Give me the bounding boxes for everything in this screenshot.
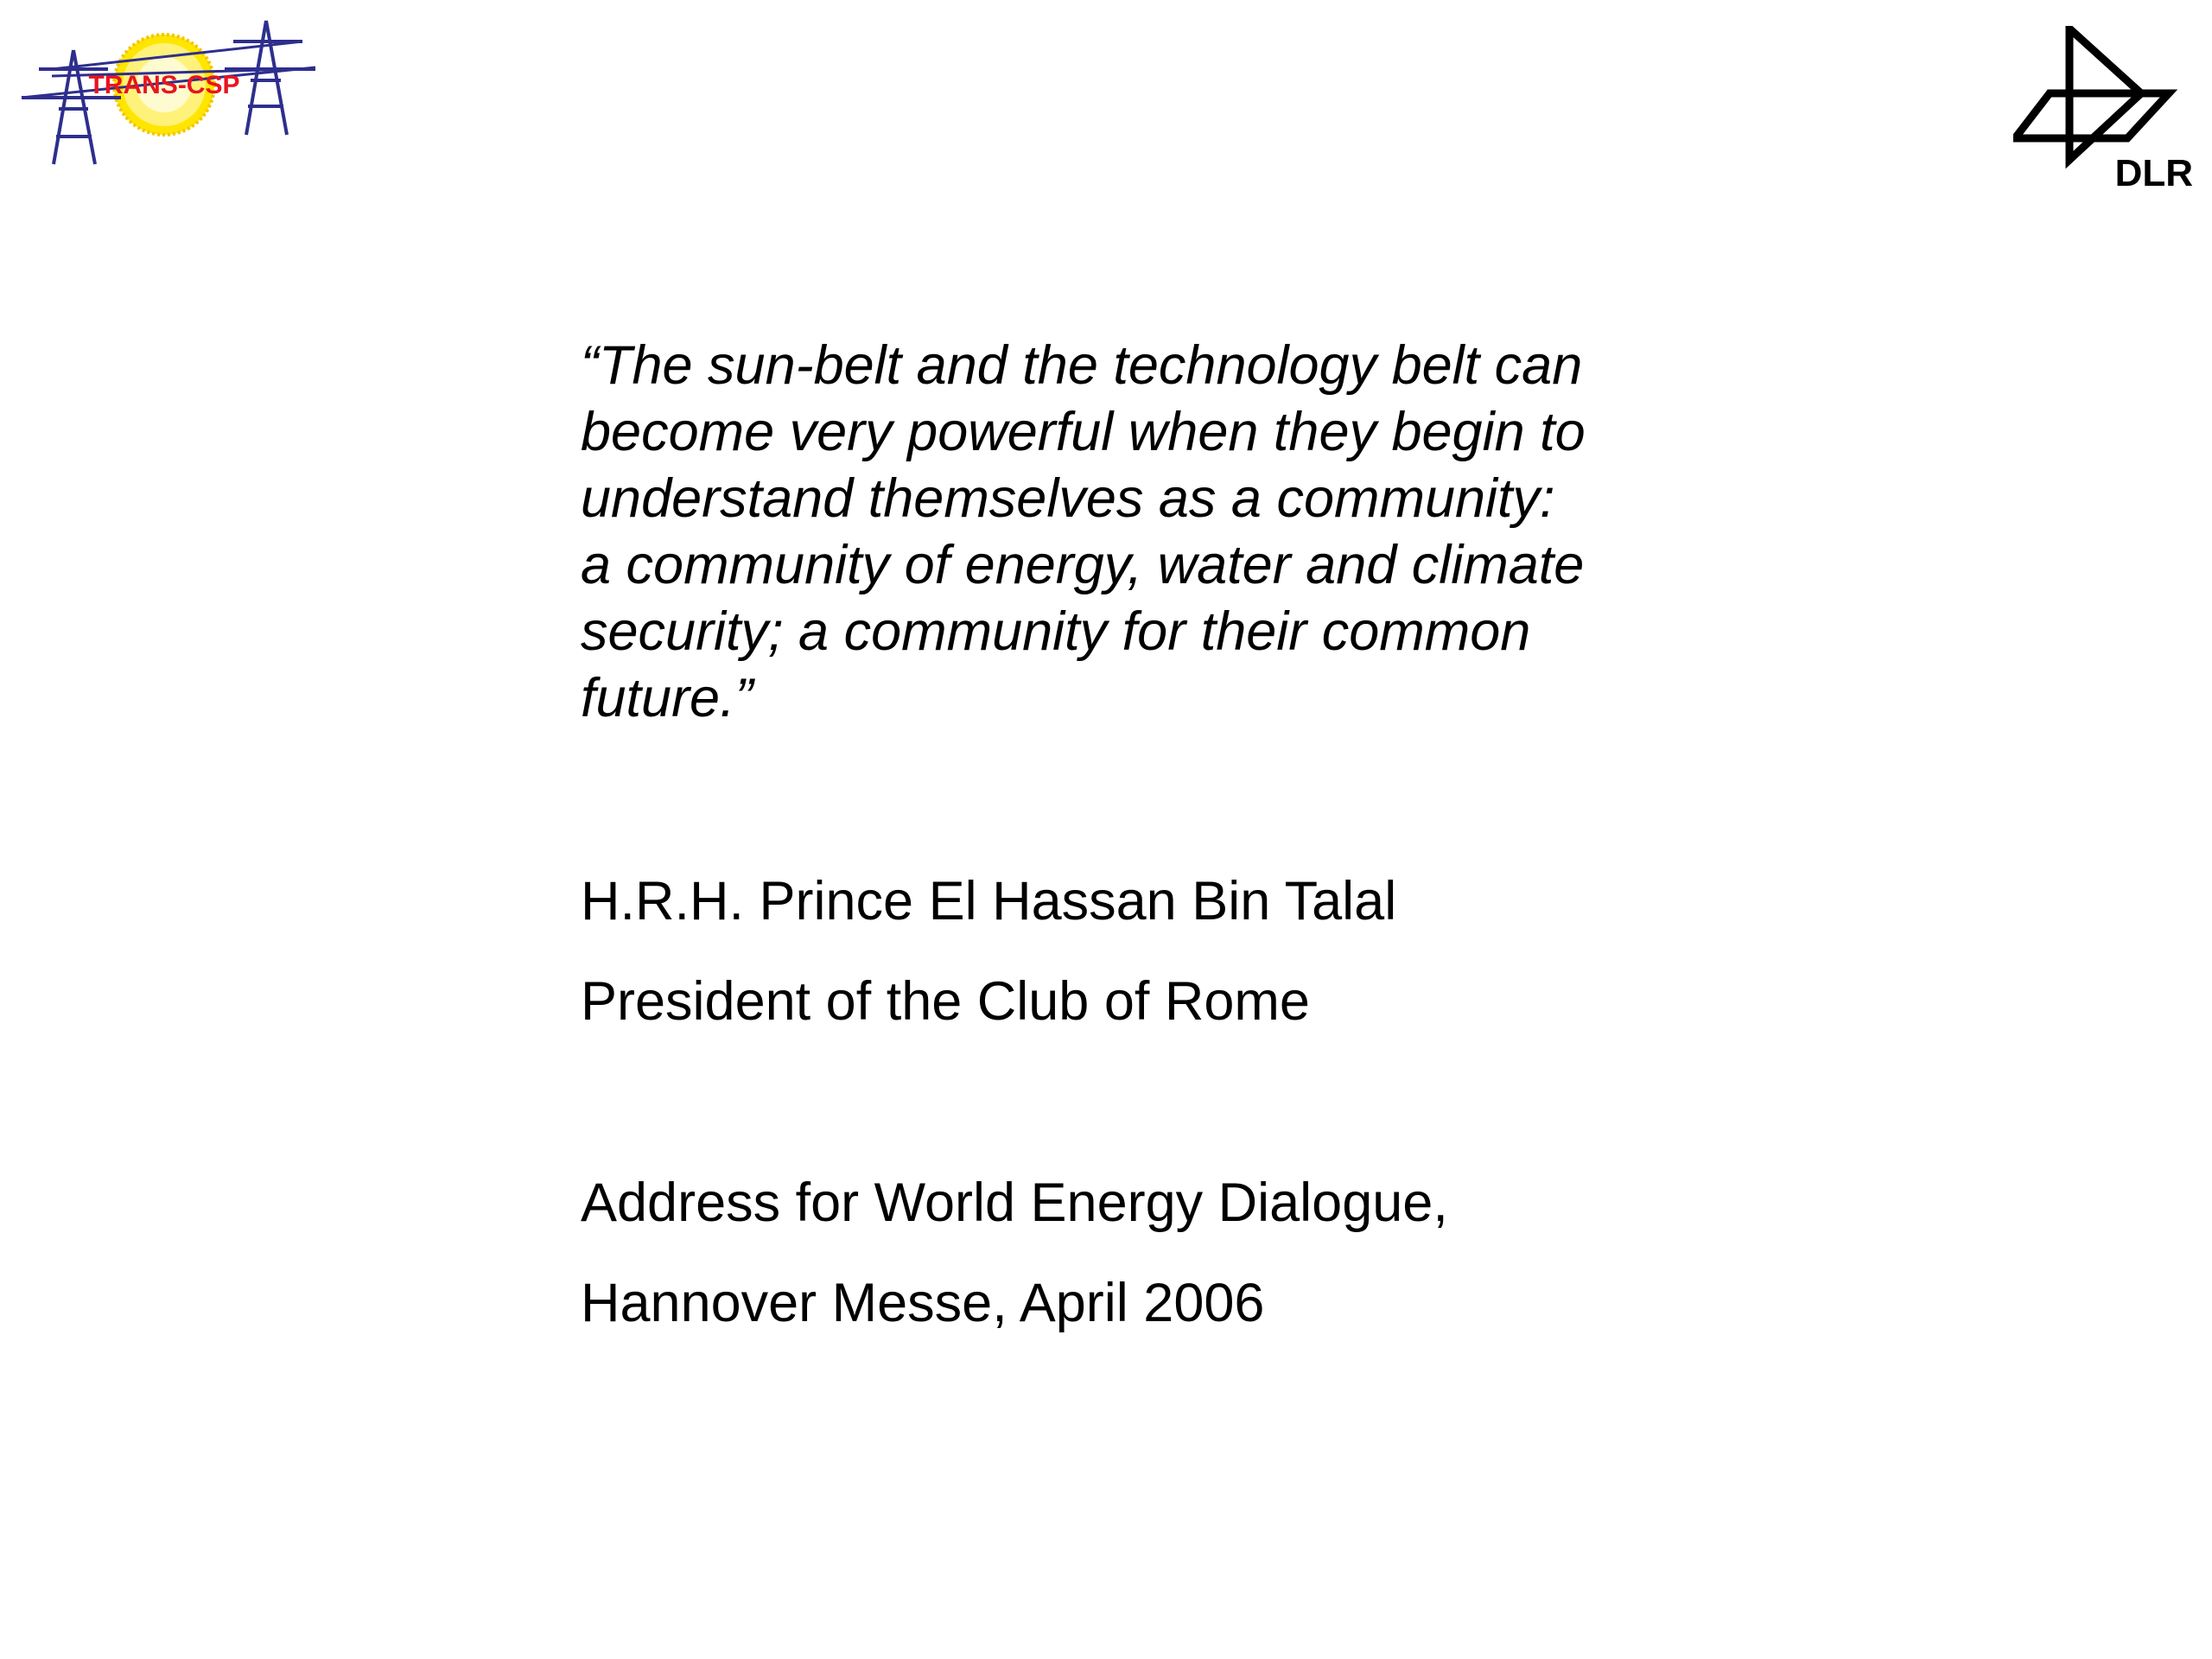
source-event: Address for World Energy Dialogue, bbox=[581, 1173, 1448, 1233]
transmission-tower-icon bbox=[22, 50, 121, 164]
quote-line: “The sun-belt and the technology belt can bbox=[581, 335, 1583, 396]
quote-line: become very powerful when they begin to bbox=[581, 402, 1586, 462]
author-name: H.R.H. Prince El Hassan Bin Talal bbox=[581, 871, 1397, 931]
source-place-date: Hannover Messe, April 2006 bbox=[581, 1273, 1265, 1333]
dlr-emblem-icon bbox=[2015, 29, 2169, 160]
quote-line: future.” bbox=[581, 668, 753, 728]
quote-line: a community of energy, water and climate bbox=[581, 535, 1585, 595]
dlr-text: DLR bbox=[2114, 152, 2193, 190]
quote-text bbox=[581, 333, 1704, 732]
logo-text: TRANS-CSP bbox=[88, 71, 240, 99]
dlr-logo bbox=[2013, 26, 2196, 190]
quote-line: security; a community for their common bbox=[581, 601, 1531, 662]
trans-csp-logo bbox=[17, 16, 320, 171]
quote-line: understand themselves as a community: bbox=[581, 468, 1555, 529]
author-title: President of the Club of Rome bbox=[581, 971, 1310, 1032]
